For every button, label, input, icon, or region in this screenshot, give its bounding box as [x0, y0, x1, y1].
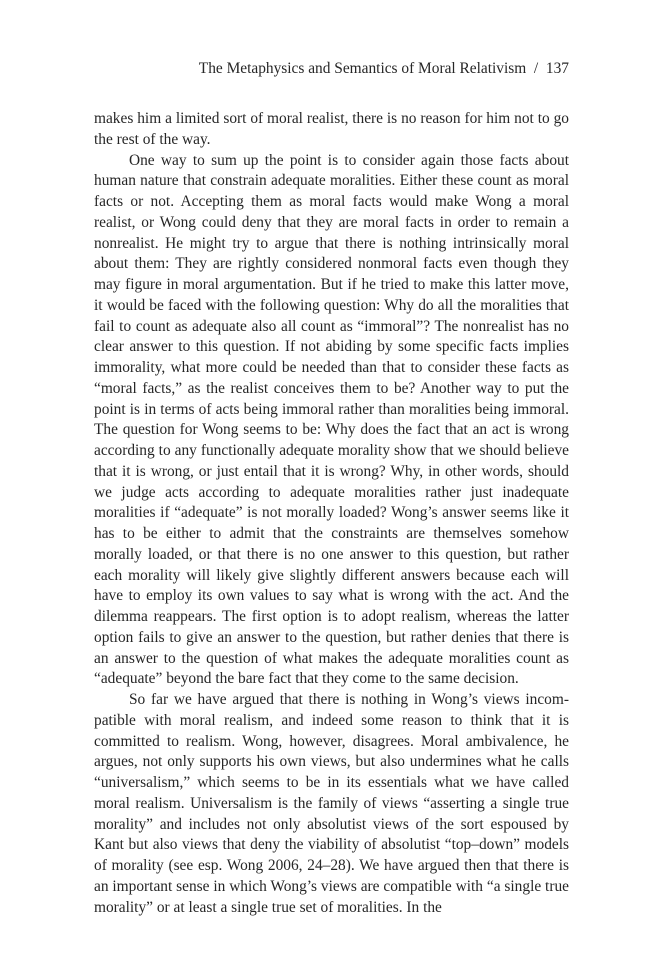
page-number: 137	[545, 60, 569, 77]
paragraph-continued: makes him a limited sort of moral realist, there is no reason for him not to go the rest of the way.	[94, 110, 569, 148]
running-head-title: The Metaphysics and Semantics of Moral Relativism	[198, 60, 527, 77]
paragraph: So far we have argued that there is nothing in Wong’s views incompatible with moral realism, and indeed some reason to think that it is committed to realism. Wong, however, disagrees. Moral ambivalence, he argues, not only supports his own views, but also undermines what he calls “universalism,” which seems to be in its essentials what we have called moral realism. Universalism is the family of views “asserting a single true morality” and includes not only absolutist views of the sort espoused by Kant but also views that deny the viability of absolutist “top–down” models of morality (see esp. Wong 2006, 24–28). We have argued then that there is an important sense in which Wong’s views are compatible with “a single true morality” or at least a single true set of moralities. In the	[94, 691, 569, 916]
running-head-separator: /	[533, 60, 539, 77]
paragraph: One way to sum up the point is to consider again those facts about human nature that constrain adequate moralities. Either these count as moral facts or not. Accepting them as moral facts would make Wong a moral realist, or Wong could deny that they are moral facts in order to remain a nonrealist. He might try to argue that there is nothing intrinsically moral about them: They are rightly considered nonmoral facts even though they may figure in moral argumentation. But if he tried to make this latter move, it would be faced with the following question: Why do all the moralities that fail to count as adequate also all count as “immoral”? The nonrealist has no clear answer to this question. If not abiding by some specific facts implies immorality, what more could be needed than that to consider these facts as “moral facts,” as the realist conceives them to be? Another way to put the point is in terms of acts being immoral rather than moralities being immoral. The question for Wong seems to be: Why does the fact that an act is wrong according to any functionally adequate morality show that we should believe that it is wrong, or just entail that it is wrong? Why, in other words, should we judge acts according to adequate moralities rather just inadequate moralities if “adequate” is not morally loaded? Wong’s answer seems like it has to be either to admit that the constraints are themselves somehow morally loaded, or that there is no one answer to this question, but rather each morality will likely give slightly different answers because each will have to employ its own values to say what is wrong with the act. And the dilemma reappears. The first option is to adopt realism, whereas the latter option fails to give an answer to the question, but rather denies that there is an answer to the question of what makes the adequate moralities count as “adequate” beyond the bare fact that they come to the same decision.	[94, 151, 569, 688]
body-text	[94, 109, 569, 918]
running-head	[94, 60, 569, 78]
